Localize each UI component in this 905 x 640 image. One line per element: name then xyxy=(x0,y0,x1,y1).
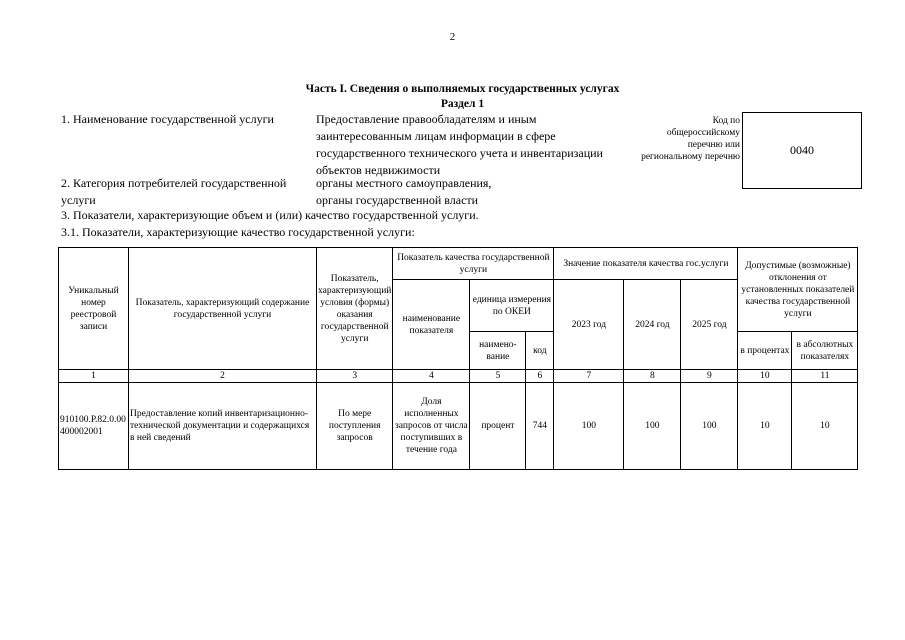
cell-content: Предоставление копий инвентаризационно-технической документации и содержащихся в ней сведений xyxy=(129,383,317,470)
header-unique-number: Уникальный номер реестровой записи xyxy=(59,248,129,370)
header-unit-code: код xyxy=(526,332,554,370)
quality-table xyxy=(58,247,858,470)
cell-unit-name: процент xyxy=(470,383,526,470)
header-year-2024: 2024 год xyxy=(624,280,681,370)
service-name-value: Предоставление правообладателям и иным заинтересованным лицам информации в сфере государственного технического учета и инвентаризации объектов недвижимости xyxy=(316,112,603,177)
header-content: Показатель, характеризующий содержание государственной услуги xyxy=(129,248,317,370)
column-number: 9 xyxy=(681,370,738,383)
cell-conditions: По мере поступления запросов xyxy=(317,383,393,470)
consumers-value: органы местного самоуправления, органы государственной власти xyxy=(316,176,492,207)
column-numbers-row xyxy=(59,370,858,383)
header-deviation-group: Допустимые (возможные) отклонения от установленных показателей качества государственной услуги xyxy=(738,248,858,332)
consumers-label: 2. Категория потребителей государственной услуги xyxy=(61,176,287,207)
quality-heading: 3.1. Показатели, характеризующие качество государственной услуги: xyxy=(61,225,415,239)
header-year-2025: 2025 год xyxy=(681,280,738,370)
header-unit-group: единица измерения по ОКЕИ xyxy=(470,280,554,332)
part-title: Часть I. Сведения о выполняемых государственных услугах xyxy=(305,83,620,95)
column-number: 10 xyxy=(738,370,792,383)
header-year-2023: 2023 год xyxy=(554,280,624,370)
header-unit-name: наимено-вание xyxy=(470,332,526,370)
header-indicator-name: наименование показателя xyxy=(393,280,470,370)
column-number: 6 xyxy=(526,370,554,383)
column-number: 5 xyxy=(470,370,526,383)
page-number: 2 xyxy=(449,31,456,43)
cell-year-2024: 100 xyxy=(624,383,681,470)
header-value-group: Значение показателя качества гос.услуги xyxy=(554,248,738,280)
column-number: 1 xyxy=(59,370,129,383)
column-number: 8 xyxy=(624,370,681,383)
cell-year-2025: 100 xyxy=(681,383,738,470)
service-name-label: 1. Наименование государственной услуги xyxy=(61,112,274,126)
section-title: Раздел 1 xyxy=(440,98,485,110)
cell-unit-code: 744 xyxy=(526,383,554,470)
cell-percent: 10 xyxy=(738,383,792,470)
column-number: 3 xyxy=(317,370,393,383)
code-label: Код по общероссийскому перечню или региональному перечню xyxy=(641,116,740,162)
table-row xyxy=(59,383,858,470)
column-number: 4 xyxy=(393,370,470,383)
column-number: 2 xyxy=(129,370,317,383)
column-number: 7 xyxy=(554,370,624,383)
cell-year-2023: 100 xyxy=(554,383,624,470)
cell-indicator-name: Доля исполненных запросов от числа поступивших в течение года xyxy=(393,383,470,470)
header-quality-group: Показатель качества государственной услуги xyxy=(393,248,554,280)
indicators-heading: 3. Показатели, характеризующие объем и (или) качество государственной услуги. xyxy=(61,208,479,222)
cell-absolute: 10 xyxy=(792,383,858,470)
header-absolute: в абсолютных показателях xyxy=(792,332,858,370)
code-box: 0040 xyxy=(742,112,862,189)
header-conditions: Показатель, характеризующий условия (формы) оказания государственной услуги xyxy=(317,248,393,370)
cell-unique-number: 910100.Р.82.0.00400002001 xyxy=(59,383,129,470)
column-number: 11 xyxy=(792,370,858,383)
header-percent: в процентах xyxy=(738,332,792,370)
